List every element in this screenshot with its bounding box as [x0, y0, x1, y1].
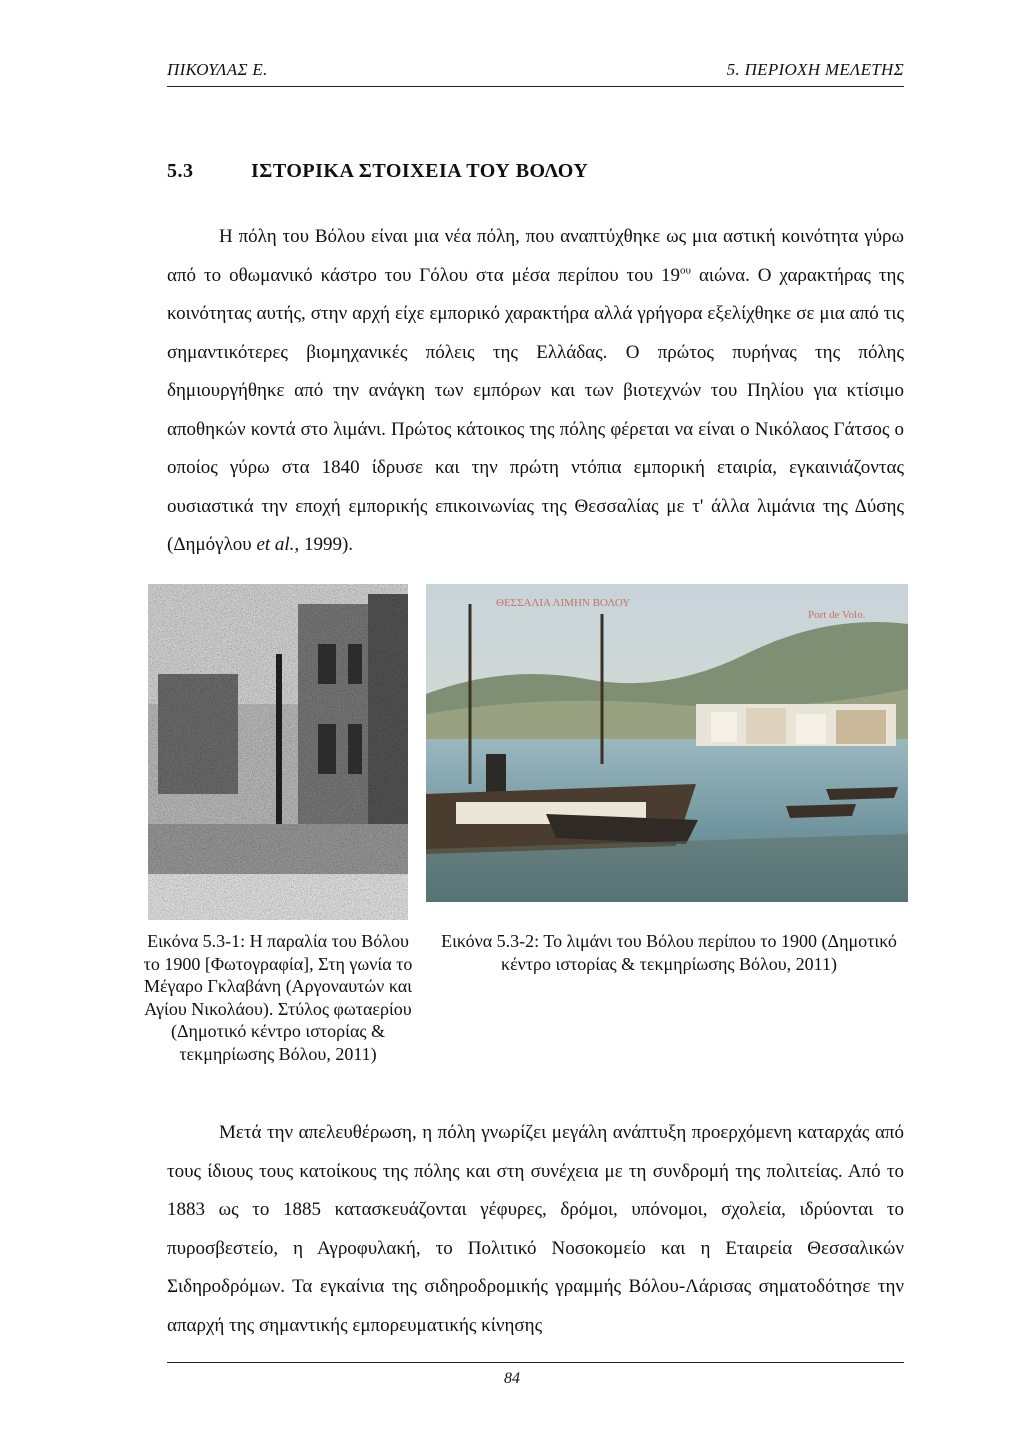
figure-harbour-postcard — [426, 584, 908, 902]
section-heading — [167, 160, 588, 183]
postcard-title: ΘΕΣΣΑΛΙΑ ΛΙΜΗΝ ΒΟΛΟΥ — [496, 597, 631, 609]
paragraph-post-liberation: Μετά την απελευθέρωση, η πόλη γνωρίζει μεγάλη ανάπτυξη προερχόμενη καταρχάς από τους ίδιους τους κατοίκους της πόλης και στη συνέχεια με τη συνδρομή της πολιτείας. Από το 1883 ως το 1885 κατασκευάζονται γέφυρες, δρόμοι, υπόνομοι, σχολεία, ιδρύονται το πυροσβεστείο, η Αγροφυλακή, το Πολιτικό Νοσοκομείο και η Εταιρεία Θεσσαλικών Σιδηροδρόμων. Τα εγκαίνια της σιδηροδρομικής γραμμής Βόλου-Λάρισας σηματοδότησε την απαρχή της σημαντικής εμπορευματικής κίνησης — [167, 1122, 904, 1336]
section-title: ΙΣΤΟΡΙΚΑ ΣΤΟΙΧΕΙΑ ΤΟΥ ΒΟΛΟΥ — [251, 160, 589, 182]
header-chapter: 5. ΠΕΡΙΟΧΗ ΜΕΛΕΤΗΣ — [726, 60, 904, 79]
section-number: 5.3 — [167, 160, 194, 182]
page-header — [167, 60, 904, 86]
footer-rule — [167, 1362, 904, 1363]
paragraph-history-intro — [167, 218, 904, 565]
figure-waterfront-photo — [148, 584, 408, 920]
figure1-caption: Εικόνα 5.3-1: Η παραλία του Βόλου το 1900 [Φωτογραφία], Στη γωνία το Μέγαρο Γκλαβάνη (Αργοναυτών και Αγίου Νικολάου). Στύλος φωταερίου (Δημοτικό κέντρο ιστορίας & τεκμηρίωσης Βόλου, 2011) — [143, 931, 413, 1064]
page-number: 84 — [504, 1370, 520, 1387]
postcard-subtitle: Port de Volo. — [808, 609, 866, 621]
superscript: ου — [680, 264, 691, 277]
figure2-caption: Εικόνα 5.3-2: Το λιμάνι του Βόλου περίπου το 1900 (Δημοτικό κέντρο ιστορίας & τεκμηρίωσης Βόλου, 2011) — [441, 931, 897, 974]
paragraph-text: 1999). — [299, 534, 354, 555]
paragraph-text: Η πόλη του Βόλου είναι μια νέα πόλη, που αναπτύχθηκε ως μια αστική κοινότητα γύρω από το οθωμανικό κάστρο του Γόλου στα μέσα περίπου του 19 — [167, 226, 904, 286]
paragraph-text: αιώνα. Ο χαρακτήρας της κοινότητας αυτής, στην αρχή είχε εμπορικό χαρακτήρα αλλά γρήγορα εξελίχθηκε σε μια από τις σημαντικότερες βιομηχανικές πόλεις της Ελλάδας. Ο πρώτος πυρήνας της πόλης δημιουργήθηκε από την ανάγκη των εμπόρων και των βιοτεχνών του Πηλίου για κτίσιμο αποθηκών κοντά στο λιμάνι. Πρώτος κάτοικος της πόλης φέρεται να είναι ο Νικόλαος Γάτσος ο οποίος γύρω στα 1840 ίδρυσε και την πρώτη ντόπια εμπορική εταιρία, εγκαινιάζοντας ουσιαστικά την εποχή εμπορικής επικοινωνίας της Θεσσαλίας με τ' άλλα λιμάνια της Δύσης (Δημόγλου — [167, 264, 904, 555]
header-author: ΠΙΚΟΥΛΑΣ Ε. — [167, 60, 268, 79]
header-rule — [167, 86, 904, 87]
citation-italic: et al., — [256, 534, 300, 555]
